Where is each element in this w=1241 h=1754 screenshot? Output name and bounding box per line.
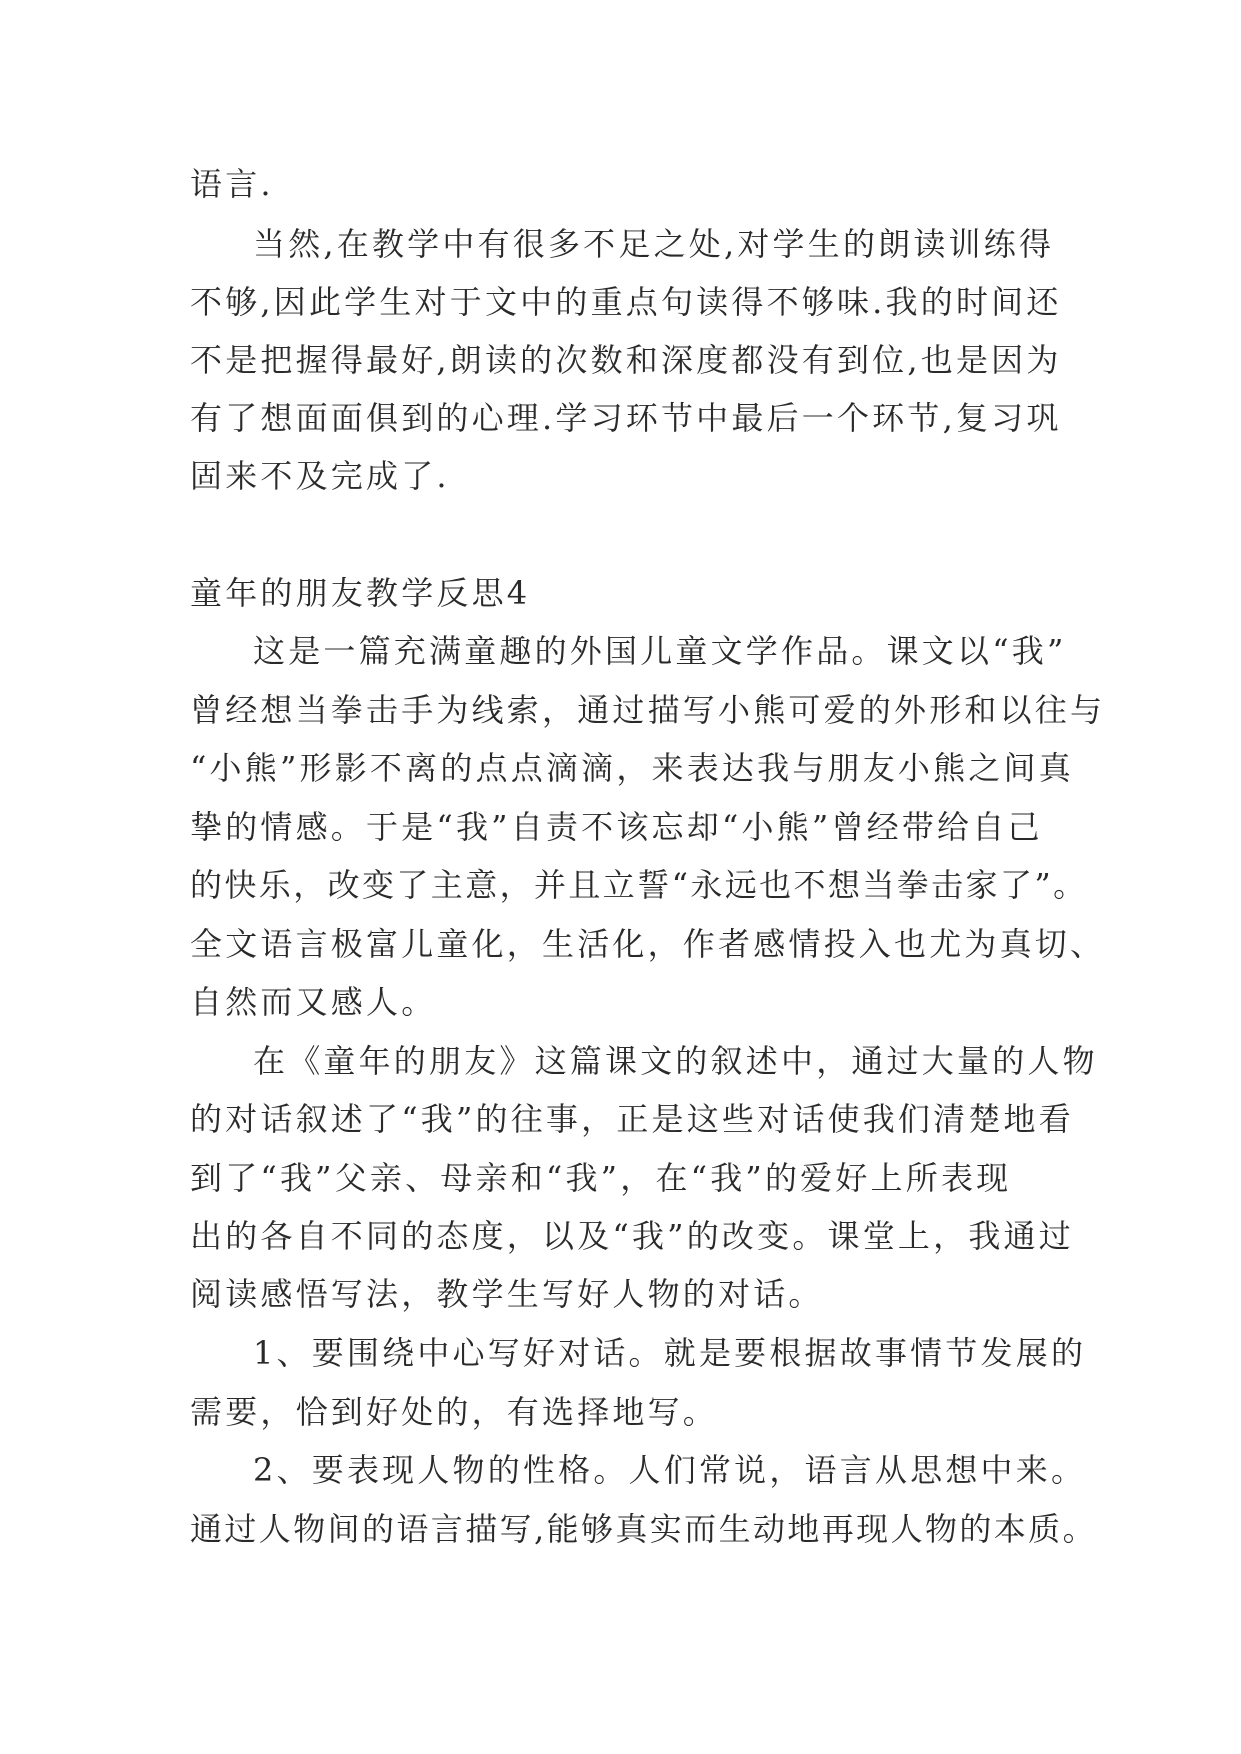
text-line: 1、要围绕中心写好对话。就是要根据故事情节发展的 — [253, 1334, 1087, 1372]
text-line: 需要，恰到好处的，有选择地写。 — [190, 1393, 719, 1431]
text-line: 语言. — [190, 165, 274, 203]
text-line: 不够,因此学生对于文中的重点句读得不够味.我的时间还 — [190, 283, 1062, 321]
text-line: 在《童年的朋友》这篇课文的叙述中，通过大量的人物 — [253, 1042, 1098, 1080]
section-heading: 童年的朋友教学反思4 — [190, 574, 531, 612]
text-line: 不是把握得最好,朗读的次数和深度都没有到位,也是因为 — [190, 341, 1062, 379]
text-line: 阅读感悟写法，教学生写好人物的对话。 — [190, 1275, 824, 1313]
text-line: 通过人物间的语言描写,能够真实而生动地再现人物的本质。 — [190, 1510, 1097, 1548]
text-line: 固来不及完成了. — [190, 457, 450, 495]
text-line: 的对话叙述了“我”的往事，正是这些对话使我们清楚地看 — [190, 1100, 1074, 1138]
text-line: 全文语言极富儿童化，生活化，作者感情投入也尤为真切、 — [190, 925, 1106, 963]
text-line: 曾经想当拳击手为线索，通过描写小熊可爱的外形和以往与 — [190, 691, 1106, 729]
text-line: 自然而又感人。 — [190, 983, 437, 1021]
text-line: 有了想面面俱到的心理.学习环节中最后一个环节,复习巩 — [190, 399, 1062, 437]
text-line: “小熊”形影不离的点点滴滴，来表达我与朋友小熊之间真 — [190, 749, 1074, 787]
text-line: 挚的情感。于是“我”自责不该忘却“小熊”曾经带给自己 — [190, 808, 1043, 846]
text-line: 出的各自不同的态度，以及“我”的改变。课堂上，我通过 — [190, 1217, 1074, 1255]
text-line: 的快乐，改变了主意，并且立誓“永远也不想当拳击家了”。 — [190, 866, 1088, 904]
text-line: 到了“我”父亲、母亲和“我”，在“我”的爱好上所表现 — [190, 1159, 1012, 1197]
text-line: 当然,在教学中有很多不足之处,对学生的朗读训练得 — [253, 225, 1055, 263]
text-line: 这是一篇充满童趣的外国儿童文学作品。课文以“我” — [253, 632, 1067, 670]
text-line: 2、要表现人物的性格。人们常说，语言从思想中来。 — [253, 1451, 1087, 1489]
